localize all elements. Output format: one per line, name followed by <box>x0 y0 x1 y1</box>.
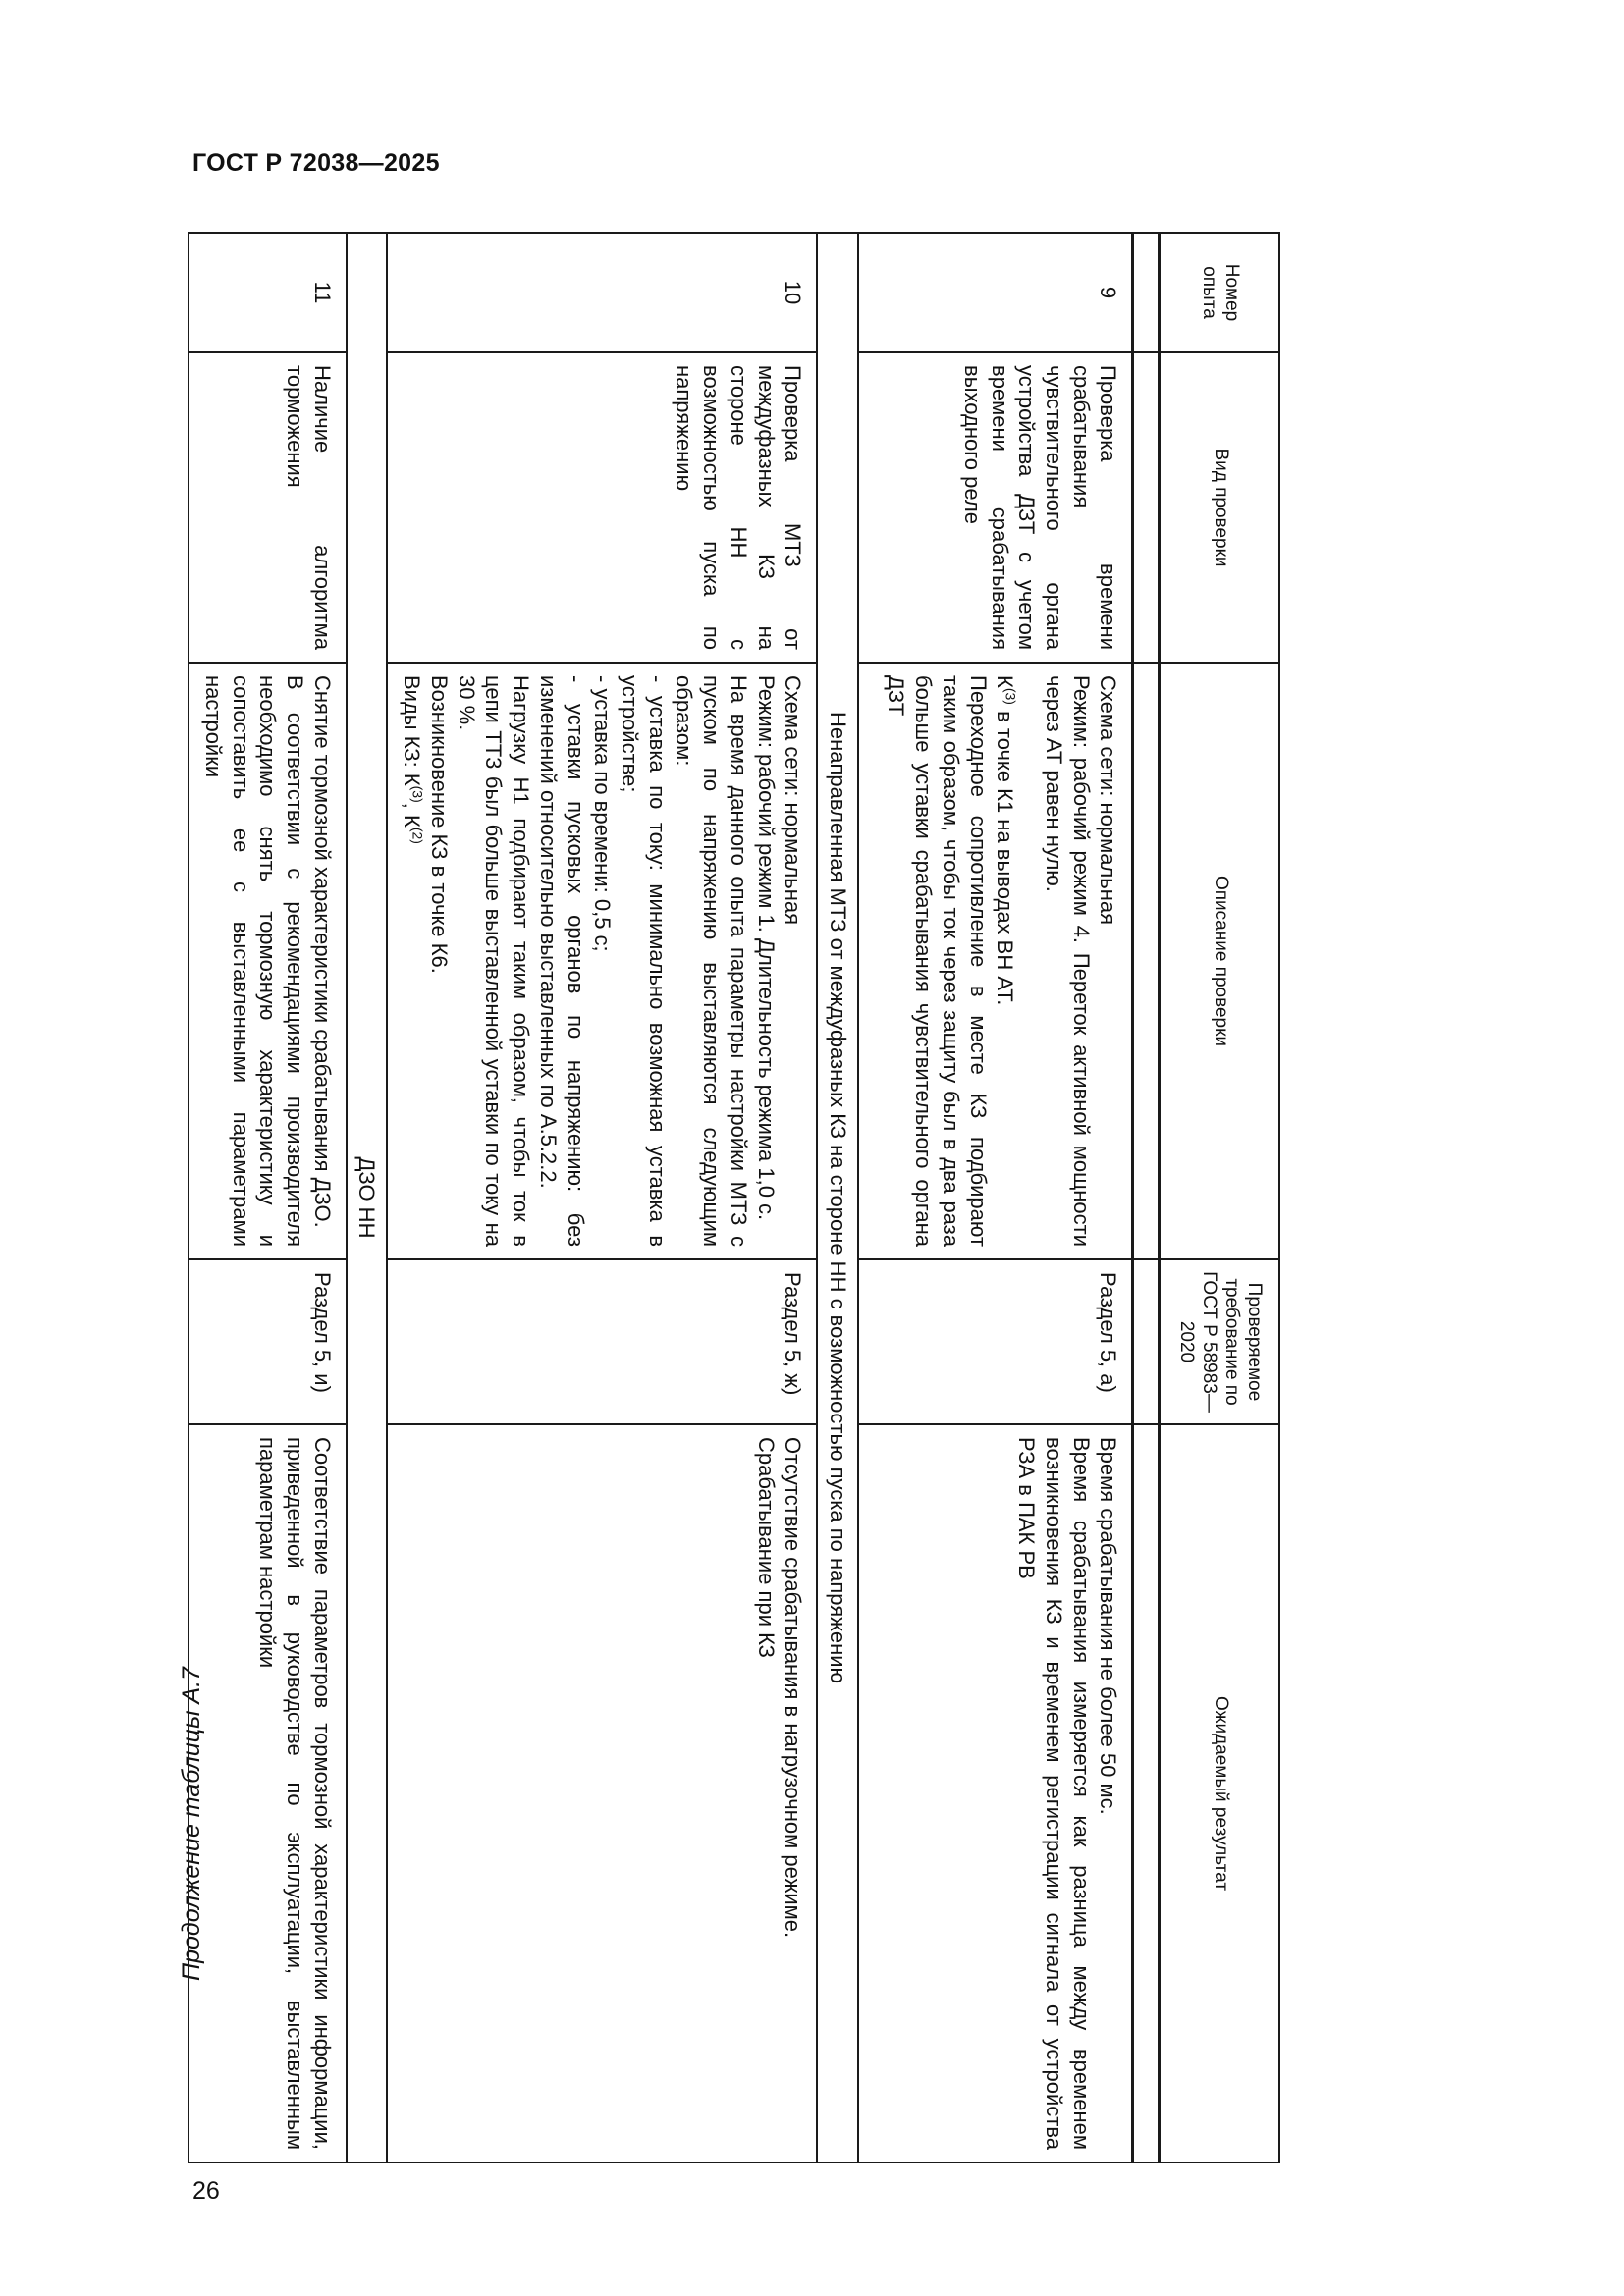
row-description <box>388 663 818 1259</box>
fault-type-sup: (2) <box>409 827 426 844</box>
section-row <box>817 233 858 2163</box>
desc-line: $К^{(3)}$ в точке К1 на выводах ВН АТ. <box>993 675 1019 1006</box>
desc-line: - уставка по времени: 0,5 с; <box>590 675 616 952</box>
row-number: 11 <box>189 233 347 352</box>
row-requirement: Раздел 5, и) <box>189 1259 347 1424</box>
row-number: 10 <box>388 233 818 352</box>
desc-line: Схема сети: нормальная <box>781 675 806 926</box>
row-description <box>858 663 1133 1259</box>
document-code: ГОСТ Р 72038—2025 <box>192 149 440 177</box>
col-header-kind: Вид проверки <box>1160 352 1279 663</box>
desc-line: Режим: рабочий режим 4. Переток активной мощности через АТ равен нулю. <box>1042 675 1094 1247</box>
desc-line: Виды КЗ: $К^{(3)}$, $К^{(2)}$ <box>400 675 426 844</box>
col-header-number: Номер опыта <box>1160 233 1279 352</box>
page-number: 26 <box>192 2177 220 2205</box>
desc-line: Нагрузку Н1 подбирают таким образом, чтобы ток в цепи ТТ3 был больше выставленной уставки по току на 30 %. <box>454 675 534 1247</box>
desc-line: - уставка по току: минимально возможная уставка в устройстве; <box>617 675 670 1247</box>
fault-type-sup: (3) <box>409 785 426 803</box>
section-row <box>347 233 388 2163</box>
result-line: Срабатывание при КЗ <box>753 1437 779 1658</box>
col-header-description: Описание проверки <box>1160 663 1279 1259</box>
desc-line: На время данного опыта параметры настройки МТЗ с пуском по напряжению выставляются следующим образом: <box>672 675 751 1247</box>
table-row-10 <box>388 233 818 2163</box>
desc-line: Возникновение КЗ в точке К6. <box>426 675 452 974</box>
row-result <box>388 1424 818 2163</box>
desc-line: В соответствии с рекомендациями производителя необходимо снять тормозную характеристику и сопоставить ее с выставленными параметрами настройки <box>200 675 308 1247</box>
result-line: Отсутствие срабатывания в нагрузочном режиме. <box>781 1437 806 1939</box>
col-header-result: Ожидаемый результат <box>1160 1424 1279 2163</box>
table-header-row <box>1160 233 1279 2163</box>
row-kind: Проверка времени срабатывания чувствительного органа устройства ДЗТ с учетом времени срабатывания выходного реле <box>858 352 1133 663</box>
fault-type-sup: (3) <box>1002 687 1019 705</box>
row-requirement: Раздел 5, ж) <box>388 1259 818 1424</box>
row-requirement: Раздел 5, а) <box>858 1259 1133 1424</box>
row-result: Соответствие параметров тормозной характеристики информации, приведенной в руководстве по эксплуатации, выставленным параметрам настройки <box>189 1424 347 2163</box>
desc-line: - уставки пусковых органов по напряжению: без изменений относительно выставленных по А.5.2.2. <box>535 675 588 1247</box>
desc-line: Снятие тормозной характеристики срабатывания ДЗО. <box>309 675 335 1228</box>
desc-line: Переходное сопротивление в месте КЗ подбирают таким образом, чтобы ток через защиту был в два раза больше уставки срабатывания чувствительного органа ДЗТ <box>884 675 991 1247</box>
table-row-9 <box>858 233 1133 2163</box>
section-title: Ненаправленная МТЗ от междуфазных КЗ на стороне НН с возможностью пуска по напряжению <box>817 233 858 2163</box>
row-result <box>858 1424 1133 2163</box>
table-continuation-title: Продолжение таблицы А.7 <box>178 1667 205 1981</box>
section-title: ДЗО НН <box>347 233 388 2163</box>
separator-row <box>1133 233 1160 2163</box>
desc-line: Режим: рабочий режим 1. Длительность режима 1,0 с. <box>753 675 779 1221</box>
row-number: 9 <box>858 233 1133 352</box>
row-kind: Наличие алгоритма торможения <box>189 352 347 663</box>
result-line: Время срабатывания не более 50 мс. <box>1096 1437 1121 1815</box>
test-table <box>188 232 1280 2163</box>
table-row-11 <box>189 233 347 2163</box>
result-line: Время срабатывания измеряется как разница между временем возникновения КЗ и временем регистрации сигнала от устройства РЗА в ПАК РВ <box>1014 1437 1094 2150</box>
row-kind: Проверка МТЗ от междуфазных КЗ на стороне НН с возможностью пуска по напряжению <box>388 352 818 663</box>
rotated-table-container <box>200 232 1280 2162</box>
col-header-requirement: Проверяемое требование по ГОСТ Р 58983—2020 <box>1160 1259 1279 1424</box>
desc-line: Схема сети: нормальная <box>1096 675 1121 926</box>
row-description <box>189 663 347 1259</box>
